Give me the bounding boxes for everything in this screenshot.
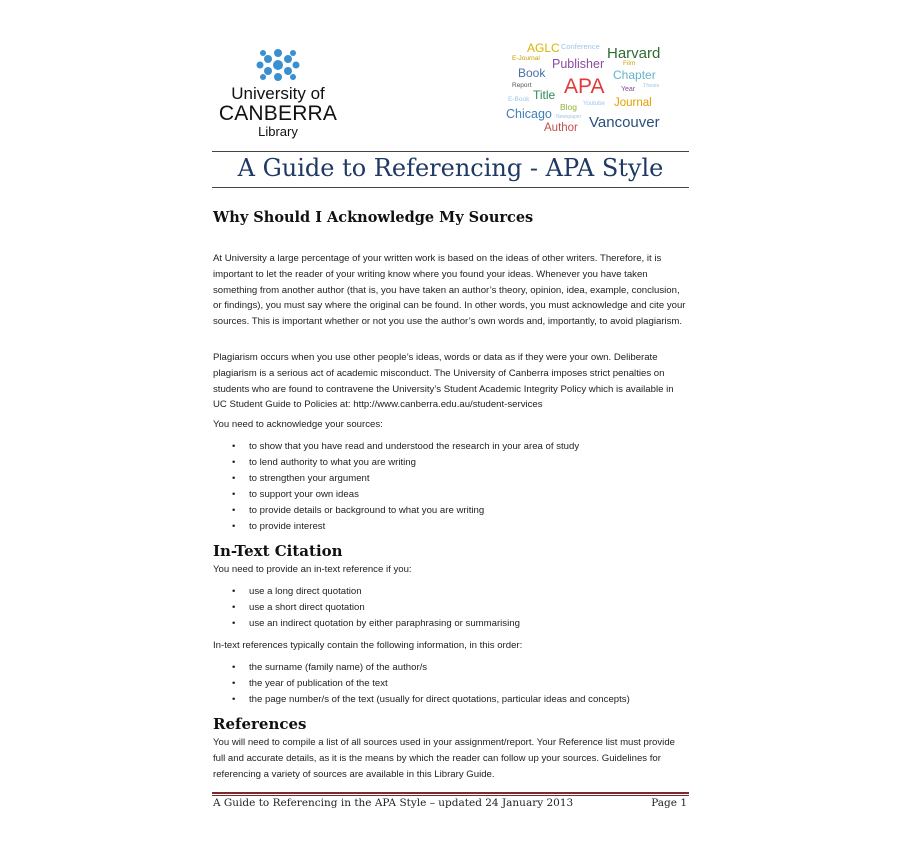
- cloud-word: Year: [621, 86, 636, 93]
- why-paragraph-3: You need to acknowledge your sources:: [213, 419, 383, 430]
- university-logo: [213, 43, 343, 139]
- cloud-word: Chapter: [613, 68, 656, 82]
- list-item: • use a short direct quotation: [232, 602, 365, 613]
- references-paragraph: You will need to compile a list of all sources used in your assignment/report. Your Reference list must provide full and accurate details, as it is the means by which the reader can follow up your sources. Guidelines for referencing a variety of sources are available in this Library Guide.: [213, 737, 675, 780]
- list-item: • to provide interest: [232, 521, 326, 532]
- list-item: • to strengthen your argument: [232, 473, 370, 484]
- heading-in-text-citation: In-Text Citation: [213, 542, 343, 560]
- cloud-word: Thesis: [643, 83, 660, 89]
- title-bottom-rule: [212, 187, 689, 188]
- intext-usage-list: [213, 584, 689, 632]
- heading-references: References: [213, 715, 307, 733]
- logo-line-3: Library: [258, 124, 298, 139]
- list-item: • use a long direct quotation: [232, 586, 362, 597]
- cloud-word: Youtube: [583, 101, 605, 107]
- cloud-word: E-Book: [508, 96, 530, 103]
- footer-rule-thin: [212, 795, 689, 796]
- title-top-rule: [212, 151, 689, 152]
- footer-page-number: Page 1: [651, 797, 687, 809]
- intext-contents-list: [213, 660, 689, 708]
- list-item: • the page number/s of the text (usually for direct quotations, particular ideas and concepts): [232, 694, 630, 705]
- cloud-word: Report: [512, 82, 532, 89]
- cloud-word: Film: [623, 60, 636, 67]
- cloud-word: Vancouver: [589, 114, 660, 131]
- document-title: A Guide to Referencing - APA Style: [237, 154, 664, 182]
- cloud-word: Book: [518, 66, 546, 80]
- cloud-word: Harvard: [607, 45, 661, 62]
- acknowledge-reasons-list: [213, 439, 689, 535]
- list-item: • to show that you have read and understood the research in your area of study: [232, 441, 580, 452]
- cloud-word: Journal: [614, 97, 652, 109]
- cloud-word: Blog: [560, 102, 578, 112]
- cloud-word: Conference: [561, 42, 600, 51]
- why-paragraph-1: At University a large percentage of your written work is based on the ideas of other writers. Therefore, it is important to let the reader of your writing know where you found your ideas. Whenever you have taken something from another author (that is, you have taken an author’s theory, opinion, idea, example, conclusion, or findings), you must say where the original can be found. In other words, you must acknowledge and cite your sources. This is important whether or not you use the author’s own words and, importantly, to avoid plagiarism.: [213, 253, 686, 328]
- logo-line-1: University of: [231, 84, 325, 103]
- word-cloud: [503, 40, 673, 140]
- list-item: • to support your own ideas: [232, 489, 359, 500]
- intext-paragraph-1: You need to provide an in-text reference if you:: [213, 564, 412, 575]
- cloud-word: APA: [564, 75, 605, 98]
- why-paragraph-2: Plagiarism occurs when you use other people’s ideas, words or data as if they were your own. Deliberate plagiarism is a serious act of academic misconduct. The University of Canberra imposes strict penalties on students who are found to contravene the University’s Student Academic Integrity Policy which is available in UC Student Guide to Policies at: http://www.canberra.edu.au/student-services: [213, 352, 674, 411]
- heading-why-acknowledge: Why Should I Acknowledge My Sources: [213, 209, 534, 226]
- logo-line-2: CANBERRA: [218, 102, 338, 125]
- cloud-word: Author: [544, 122, 578, 134]
- list-item: • the surname (family name) of the author/s: [232, 662, 428, 673]
- cloud-word: Publisher: [552, 57, 605, 71]
- list-item: • to provide details or background to what you are writing: [232, 505, 485, 516]
- snowflake-icon: [255, 47, 301, 83]
- cloud-word: Title: [533, 88, 556, 102]
- list-item: • the year of publication of the text: [232, 678, 388, 689]
- cloud-word: Chicago: [506, 107, 552, 121]
- cloud-word: Newspaper: [556, 114, 582, 120]
- cloud-word: E-Journal: [512, 55, 540, 62]
- intext-paragraph-2: In-text references typically contain the following information, in this order:: [213, 640, 523, 651]
- list-item: • use an indirect quotation by either paraphrasing or summarising: [232, 618, 520, 629]
- list-item: • to lend authority to what you are writing: [232, 457, 416, 468]
- footer-doc-info: A Guide to Referencing in the APA Style – updated 24 January 2013: [213, 797, 574, 809]
- cloud-word: AGLC: [527, 41, 560, 55]
- footer-rule: [212, 792, 689, 794]
